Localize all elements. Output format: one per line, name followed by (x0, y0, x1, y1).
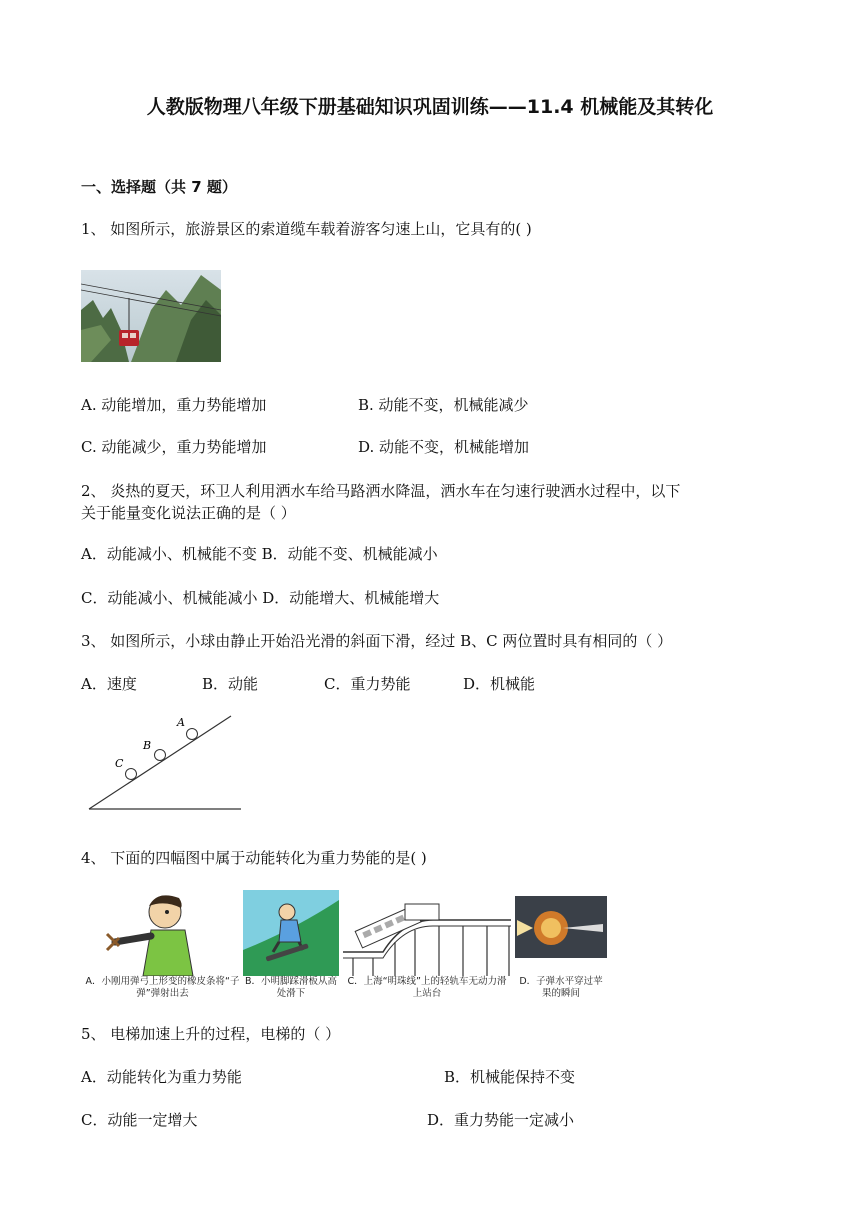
question-2-stem-line2: 关于能量变化说法正确的是（ ） (81, 504, 296, 522)
ball-b (155, 750, 166, 761)
q4-caption-c: C．上海“明珠线”上的轻轨车无动力滑上站台 (347, 976, 507, 999)
q3-option-d: D．机械能 (463, 675, 536, 693)
q4-panel-d (515, 890, 607, 1002)
label-c: C (115, 757, 124, 770)
q4-panel-c (343, 890, 511, 1002)
question-1-stem: 1、 如图所示，旅游景区的索道缆车载着游客匀速上山，它具有的( ) (81, 220, 532, 238)
q1-option-b: B. 动能不变，机械能减少 (358, 396, 529, 414)
q4-figure-strip (85, 890, 615, 1002)
section-heading: 一、选择题（共 7 题） (81, 178, 237, 196)
q5-option-d: D．重力势能一定减小 (427, 1111, 575, 1129)
q4-caption-b: B．小明脚踩滑板从高处滑下 (244, 976, 338, 999)
q4-caption-d: D．子弹水平穿过苹果的瞬间 (519, 976, 603, 999)
q3-option-a: A．速度 (81, 675, 137, 693)
question-2-stem-line1: 2、 炎热的夏天，环卫人利用洒水车给马路洒水降温，洒水车在匀速行驶洒水过程中，以下 (81, 482, 681, 500)
question-5-stem: 5、 电梯加速上升的过程，电梯的（ ） (81, 1025, 341, 1043)
question-3-stem: 3、 如图所示，小球由静止开始沿光滑的斜面下滑，经过 B、C 两位置时具有相同的（ ） (81, 632, 673, 650)
question-4-stem: 4、 下面的四幅图中属于动能转化为重力势能的是( ) (81, 849, 427, 867)
cable-car-photo (81, 270, 221, 362)
label-b: B (143, 739, 152, 752)
ball-c (126, 769, 137, 780)
q4-caption-a: A．小刚用弹弓上形变的橡皮条将“子弹”弹射出去 (85, 976, 240, 999)
q2-options-row1: A．动能减小、机械能不变 B．动能不变、机械能减小 (81, 545, 438, 563)
label-a: A (177, 716, 185, 729)
q1-option-a: A. 动能增加，重力势能增加 (81, 396, 267, 414)
ball-a (187, 729, 198, 740)
q5-option-c: C．动能一定增大 (81, 1111, 198, 1129)
incline-line (89, 716, 231, 809)
q1-option-c: C. 动能减少，重力势能增加 (81, 438, 267, 456)
q4-panel-b (243, 890, 339, 1002)
q1-option-d: D. 动能不变，机械能增加 (358, 438, 530, 456)
q5-option-a: A．动能转化为重力势能 (81, 1068, 242, 1086)
q5-option-b: B．机械能保持不变 (444, 1068, 576, 1086)
q3-option-c: C．重力势能 (324, 675, 411, 693)
q2-options-row2: C．动能减小、机械能减小 D．动能增大、机械能增大 (81, 589, 440, 607)
q3-option-b: B．动能 (202, 675, 259, 693)
q4-panel-a (85, 890, 240, 1002)
document-title: 人教版物理八年级下册基础知识巩固训练——11.4 机械能及其转化 (146, 96, 714, 118)
incline-diagram (85, 712, 245, 812)
